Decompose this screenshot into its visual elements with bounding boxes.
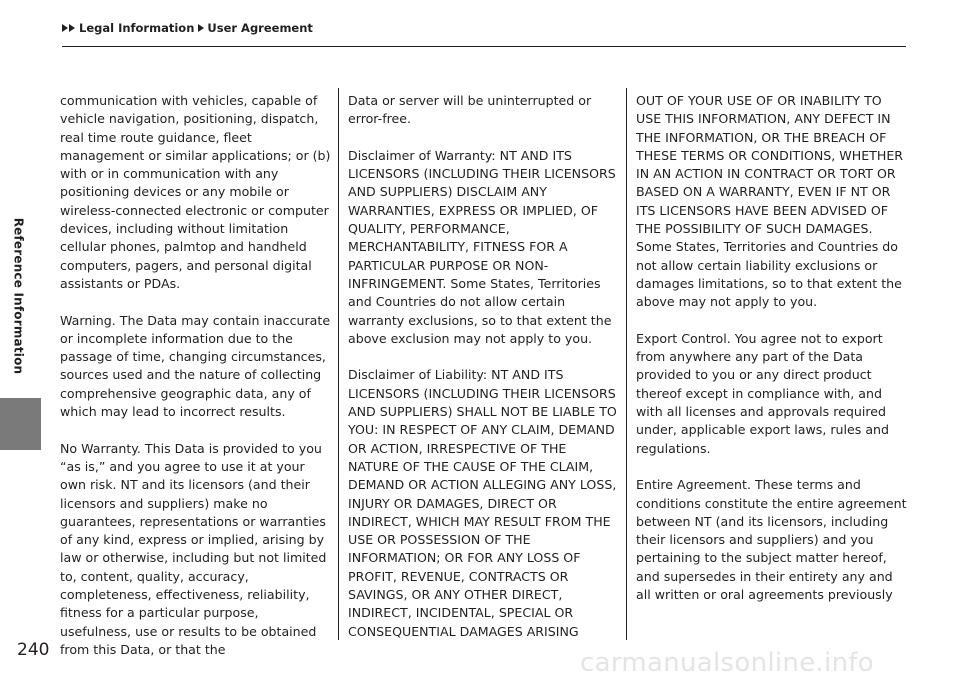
- column-divider: [626, 88, 627, 640]
- section-label: [8, 196, 28, 396]
- breadcrumb-arrow-icon: [198, 24, 204, 32]
- paragraph: No Warranty. This Data is provided to you “as is,” and you agree to use it at your own risk. NT and its licensors (and their licensors and suppliers) make no guarantees, representations or warranties of any kind, express or implied, arising by law or otherwise, including but not limited to, content, quality, accuracy, completeness, effectiveness, reliability, fitness for a particular purpose, usefulness, use or results to be obtained from this Data, or that the: [60, 440, 327, 657]
- header-divider: [62, 46, 906, 47]
- paragraph: Disclaimer of Warranty: NT AND ITS LICENSORS (INCLUDING THEIR LICENSORS AND SUPPLIERS) DISCLAIM ANY WARRANTIES, EXPRESS OR IMPLIED, OF QUALITY, PERFORMANCE, MERCHANTABILITY, FITNESS FOR A PARTICULAR PURPOSE OR NON-INFRINGEMENT. Some States, Territories and Countries do not allow certain warranty exclusions, so to that extent the above exclusion may not apply to you.: [348, 147, 616, 346]
- paragraph: Disclaimer of Liability: NT AND ITS LICENSORS (INCLUDING THEIR LICENSORS AND SUPPLIERS) SHALL NOT BE LIABLE TO YOU: IN RESPECT OF ANY CLAIM, DEMAND OR ACTION, IRRESPECTIVE OF THE NATURE OF THE CAUSE OF THE CLAIM, DEMAND OR ACTION ALLEGING ANY LOSS, INJURY OR DAMAGES, DIRECT OR INDIRECT, WHICH MAY RESULT FROM THE USE OR POSSESSION OF THE INFORMATION; OR FOR ANY LOSS OF PROFIT, REVENUE, CONTRACTS OR SAVINGS, OR ANY OTHER DIRECT, INDIRECT, INCIDENTAL, SPECIAL OR CONSEQUENTIAL DAMAGES ARISING: [348, 367, 617, 639]
- paragraph: OUT OF YOUR USE OF OR INABILITY TO USE THIS INFORMATION, ANY DEFECT IN THE INFORMATION, OR THE BREACH OF THESE TERMS OR CONDITIONS, WHETHER IN AN ACTION IN CONTRACT OR TORT OR BASED ON A WARRANTY, EVEN IF NT OR ITS LICENSORS HAVE BEEN ADVISED OF THE POSSIBILITY OF SUCH DAMAGES. Some States, Territories and Countries do not allow certain liability exclusions or damages limitations, so to that extent the above may not apply to you.: [636, 93, 904, 310]
- section-marker: [0, 398, 41, 450]
- page-number: 240: [17, 640, 50, 660]
- paragraph: Data or server will be uninterrupted or error-free.: [348, 93, 592, 127]
- column-divider: [338, 88, 339, 640]
- watermark: carmanualsonline.info: [580, 648, 875, 678]
- section-label-text: Reference Information: [11, 217, 26, 375]
- breadcrumb-item-legal-information[interactable]: Legal Information: [79, 21, 195, 35]
- breadcrumb-item-user-agreement[interactable]: User Agreement: [207, 21, 313, 35]
- paragraph: Warning. The Data may contain inaccurate or incomplete information due to the passage of time, changing circumstances, sources used and the nature of collecting comprehensive geographic data, any of which may lead to incorrect results.: [60, 312, 331, 420]
- paragraph: communication with vehicles, capable of vehicle navigation, positioning, dispatch, real time route guidance, fleet management or similar applications; or (b) with or in communication with any positioning devices or any mobile or wireless-connected electronic or computer devices, including without limitation cellular phones, palmtop and handheld computers, pagers, and personal digital assistants or PDAs.: [60, 93, 331, 291]
- text-column-1: [60, 92, 332, 678]
- text-column-3: [636, 92, 908, 623]
- breadcrumb: [62, 20, 313, 36]
- paragraph: Entire Agreement. These terms and conditions constitute the entire agreement between NT (and its licensors, including their licensors and suppliers) and you pertaining to the subject matter hereof, and supersedes in their entirety any and all written or oral agreements previously: [636, 477, 907, 603]
- paragraph: Export Control. You agree not to export from anywhere any part of the Data provided to you or any direct product thereof except in compliance with, and with all licenses and approvals required under, applicable export laws, rules and regulations.: [636, 330, 890, 456]
- breadcrumb-arrows-icon: [62, 24, 76, 32]
- text-column-2: [348, 92, 620, 659]
